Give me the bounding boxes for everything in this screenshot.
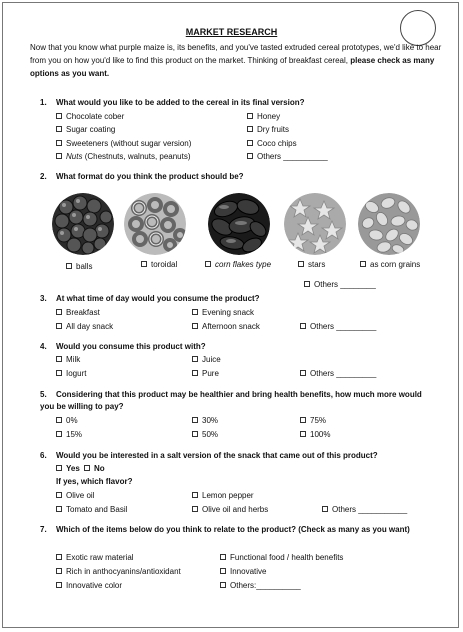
option-label: Rich in anthocyanins/antioxidant: [66, 567, 181, 576]
q6-option-olive-herbs[interactable]: [192, 504, 268, 515]
option-label: Others ________: [314, 280, 376, 289]
checkbox[interactable]: [56, 506, 62, 512]
checkbox[interactable]: [247, 153, 253, 159]
q6-option-tomato-basil[interactable]: [56, 504, 127, 515]
q3-option-all-day[interactable]: [56, 321, 113, 332]
q6-option-yes[interactable]: [56, 463, 80, 474]
checkbox[interactable]: [84, 465, 90, 471]
checkbox[interactable]: [192, 431, 198, 437]
q7-option-innovative-color[interactable]: [56, 580, 122, 591]
option-label: Others __________: [257, 152, 328, 161]
checkbox[interactable]: [304, 281, 310, 287]
q5-option-0[interactable]: [56, 415, 78, 426]
q6-subquestion: If yes, which flavor?: [56, 477, 133, 486]
q7-option-anthocyanins[interactable]: [56, 566, 181, 577]
checkbox[interactable]: [300, 417, 306, 423]
option-label: Others _________: [310, 369, 377, 378]
q3-option-afternoon[interactable]: [192, 321, 260, 332]
checkbox[interactable]: [300, 323, 306, 329]
q7-number: 7.: [40, 525, 47, 534]
checkbox[interactable]: [56, 309, 62, 315]
option-label: Tomato and Basil: [66, 505, 128, 514]
q4-option-others[interactable]: [300, 368, 376, 379]
q1-option-others[interactable]: [247, 151, 328, 162]
option-label: corn flakes type: [215, 260, 272, 269]
q5-option-100[interactable]: [300, 429, 330, 440]
q4-option-milk[interactable]: [56, 354, 80, 365]
checkbox[interactable]: [56, 356, 62, 362]
option-label: Exotic raw material: [66, 553, 134, 562]
q7-option-exotic[interactable]: [56, 552, 134, 563]
checkbox[interactable]: [220, 568, 226, 574]
photo-balls: [52, 193, 114, 255]
option-label: Innovative color: [66, 581, 123, 590]
q5-option-50[interactable]: [192, 429, 218, 440]
option-label: balls: [76, 262, 93, 271]
q7-option-functional[interactable]: [220, 552, 343, 563]
checkbox[interactable]: [56, 153, 62, 159]
q2-text: What format do you think the product should be?: [56, 172, 244, 181]
q7-option-others[interactable]: [220, 580, 301, 591]
option-label: 0%: [66, 416, 78, 425]
option-label: Juice: [202, 355, 221, 364]
question-5: [40, 389, 422, 413]
checkbox[interactable]: [56, 140, 62, 146]
checkbox[interactable]: [56, 417, 62, 423]
option-label: Sugar coating: [66, 125, 116, 134]
checkbox[interactable]: [322, 506, 328, 512]
q4-text: Would you consume this product with?: [56, 342, 206, 351]
checkbox[interactable]: [247, 126, 253, 132]
checkbox[interactable]: [192, 323, 198, 329]
q1-option-sweeteners[interactable]: [56, 138, 191, 149]
checkbox[interactable]: [192, 492, 198, 498]
option-label: Nuts: [66, 152, 83, 161]
checkbox[interactable]: [220, 582, 226, 588]
option-label: Evening snack: [202, 308, 255, 317]
intro-paragraph: [30, 41, 442, 80]
q7-option-innovative[interactable]: [220, 566, 266, 577]
checkbox[interactable]: [56, 554, 62, 560]
option-label: Coco chips: [257, 139, 297, 148]
checkbox[interactable]: [300, 370, 306, 376]
q3-text: At what time of day would you consume the product?: [56, 294, 260, 303]
option-label: No: [94, 464, 105, 473]
q1-text: What would you like to be added to the cereal in its final version?: [56, 98, 305, 107]
q1-option-honey[interactable]: [247, 111, 280, 122]
q6-option-olive-oil[interactable]: [56, 490, 94, 501]
option-label: Functional food / health benefits: [230, 553, 344, 562]
option-label: Dry fruits: [257, 125, 289, 134]
checkbox[interactable]: [141, 261, 147, 267]
q2-option-stars[interactable]: [298, 259, 325, 270]
checkbox[interactable]: [56, 568, 62, 574]
checkbox[interactable]: [56, 492, 62, 498]
page-title: MARKET RESEARCH: [185, 27, 278, 37]
checkbox[interactable]: [56, 370, 62, 376]
question-2: [40, 171, 244, 183]
option-label: Olive oil and herbs: [202, 505, 269, 514]
option-label: Pure: [202, 369, 219, 378]
checkbox[interactable]: [192, 506, 198, 512]
q1-option-nuts[interactable]: [56, 151, 191, 162]
q4-option-iogurt[interactable]: [56, 368, 86, 379]
checkbox[interactable]: [220, 554, 226, 560]
checkbox[interactable]: [56, 465, 62, 471]
checkbox[interactable]: [192, 309, 198, 315]
q5-option-15[interactable]: [56, 429, 82, 440]
option-label: Others ___________: [332, 505, 408, 514]
option-label: Olive oil: [66, 491, 95, 500]
question-1: [40, 97, 304, 109]
option-label: Lemon pepper: [202, 491, 254, 500]
option-label: 30%: [202, 416, 219, 425]
q2-option-others[interactable]: [304, 279, 376, 290]
q4-option-pure[interactable]: [192, 368, 219, 379]
option-label: Yes: [66, 464, 80, 473]
option-label: toroidal: [151, 260, 178, 269]
q6-number: 6.: [40, 451, 47, 460]
question-4: [40, 341, 206, 353]
checkbox[interactable]: [300, 431, 306, 437]
intro-emphasis: please check as many options as you want.: [30, 56, 435, 78]
option-label: stars: [308, 260, 326, 269]
checkbox[interactable]: [56, 113, 62, 119]
option-label: Chocolate cober: [66, 112, 125, 121]
photo-toroidal: [124, 193, 186, 255]
q6-text: Would you be interested in a salt version of the snack that came out of this product?: [56, 451, 378, 460]
q5-number: 5.: [40, 390, 47, 399]
option-label: as corn grains: [370, 260, 421, 269]
option-label: 100%: [310, 430, 331, 439]
option-detail: (Chestnuts, walnuts, peanuts): [84, 152, 191, 161]
option-label: Iogurt: [66, 369, 87, 378]
q1-number: 1.: [40, 98, 47, 107]
checkbox[interactable]: [66, 263, 72, 269]
option-label: 15%: [66, 430, 83, 439]
q2-option-corn-grains[interactable]: [360, 259, 420, 270]
checkbox[interactable]: [247, 140, 253, 146]
q3-number: 3.: [40, 294, 47, 303]
q4-option-juice[interactable]: [192, 354, 221, 365]
q2-number: 2.: [40, 172, 47, 181]
checkbox[interactable]: [192, 356, 198, 362]
checkbox[interactable]: [205, 261, 211, 267]
option-label: Sweeteners (without sugar version): [66, 139, 192, 148]
option-label: Breakfast: [66, 308, 100, 317]
checkbox[interactable]: [360, 261, 366, 267]
q5-option-75[interactable]: [300, 415, 326, 426]
q7-text: Which of the items below do you think to relate to the product? (Check as many as you want): [56, 525, 410, 534]
q1-option-sugar[interactable]: [56, 124, 115, 135]
option-label: 75%: [310, 416, 327, 425]
q2-option-toroidal[interactable]: [141, 259, 177, 270]
photo-stars: [284, 193, 346, 255]
checkbox[interactable]: [192, 370, 198, 376]
checkbox[interactable]: [56, 126, 62, 132]
q2-option-corn-flakes[interactable]: [205, 259, 271, 270]
option-label: Honey: [257, 112, 281, 121]
question-3: [40, 293, 260, 305]
option-label: Milk: [66, 355, 81, 364]
intro-text: Now that you know what purple maize is, its benefits, and you've tasted extruded cereal prototypes, we'd like to hear from you on how you'd like to find this product on the market. Thinking of breakfast cereal,: [30, 43, 442, 65]
checkbox[interactable]: [247, 113, 253, 119]
option-label: Others:__________: [230, 581, 301, 590]
photo-corn-flakes: [208, 193, 270, 255]
checkbox[interactable]: [56, 431, 62, 437]
q5-option-30[interactable]: [192, 415, 218, 426]
q3-option-others[interactable]: [300, 321, 376, 332]
checkbox[interactable]: [56, 582, 62, 588]
q1-option-coco[interactable]: [247, 138, 297, 149]
q3-option-evening[interactable]: [192, 307, 254, 318]
option-label: All day snack: [66, 322, 114, 331]
photo-corn-grains: [358, 193, 420, 255]
option-label: Innovative: [230, 567, 267, 576]
q3-option-breakfast[interactable]: [56, 307, 100, 318]
checkbox[interactable]: [56, 323, 62, 329]
question-6: [40, 450, 378, 462]
option-label: Others _________: [310, 322, 377, 331]
q1-option-chocolate[interactable]: [56, 111, 124, 122]
q6-option-others[interactable]: [322, 504, 407, 515]
q5-text: Considering that this product may be healthier and bring health benefits, how much more would you be willing to pay?: [40, 390, 422, 411]
q4-number: 4.: [40, 342, 47, 351]
q1-option-dry-fruits[interactable]: [247, 124, 289, 135]
q6-option-lemon-pepper[interactable]: [192, 490, 254, 501]
checkbox[interactable]: [192, 417, 198, 423]
q2-option-balls[interactable]: [66, 261, 92, 272]
q6-option-no[interactable]: [84, 463, 105, 474]
option-label: Afternoon snack: [202, 322, 260, 331]
option-label: 50%: [202, 430, 219, 439]
checkbox[interactable]: [298, 261, 304, 267]
question-7: [40, 524, 422, 536]
